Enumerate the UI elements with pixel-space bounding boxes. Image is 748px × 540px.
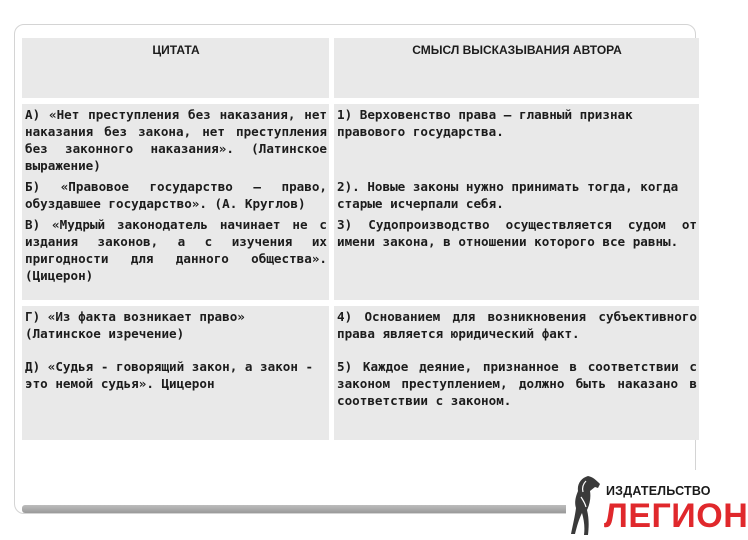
- quotes-table: [22, 38, 699, 440]
- table-header-row: [22, 38, 699, 101]
- horse-icon: [568, 472, 602, 538]
- quote-cell: Б) «Правовое государство – право, обуздавшее государство». (А. Круглов): [22, 176, 332, 214]
- table-row: [22, 101, 699, 176]
- logo-main-text: ЛЕГИОН: [604, 497, 748, 535]
- quote-cell: Г) «Из факта возникает право» (Латинское изречение): [22, 303, 332, 356]
- table-row: [22, 176, 699, 214]
- quote-cell: Д) «Судья - говорящий закон, а закон - это немой судья». Цицерон: [22, 356, 332, 440]
- table-row: [22, 303, 699, 356]
- quote-cell: В) «Мудрый законодатель начинает не с издания законов, а с изучения их пригодности для данного общества». (Цицерон): [22, 214, 332, 303]
- publisher-logo: [566, 470, 748, 540]
- meaning-cell: 2). Новые законы нужно принимать тогда, когда старые исчерпали себя.: [332, 176, 700, 214]
- logo-top-text: ИЗДАТЕЛЬСТВО: [606, 484, 711, 498]
- header-quote: ЦИТАТА: [22, 38, 332, 101]
- meaning-cell: 1) Верховенство права – главный признак правового государства.: [332, 101, 700, 176]
- meaning-cell: 4) Основанием для возникновения субъективного права является юридический факт.: [332, 303, 700, 356]
- table-row: [22, 356, 699, 440]
- table-row: [22, 214, 699, 303]
- quote-cell: А) «Нет преступления без наказания, нет наказания без закона, нет преступления без законного наказания». (Латинское выражение): [22, 101, 332, 176]
- meaning-cell: 5) Каждое деяние, признанное в соответствии с законом преступлением, должно быть наказано в соответствии с законом.: [332, 356, 700, 440]
- header-meaning: СМЫСЛ ВЫСКАЗЫВАНИЯ АВТОРА: [332, 38, 700, 101]
- meaning-cell: 3) Судопроизводство осуществляется судом от имени закона, в отношении которого все равны.: [332, 214, 700, 303]
